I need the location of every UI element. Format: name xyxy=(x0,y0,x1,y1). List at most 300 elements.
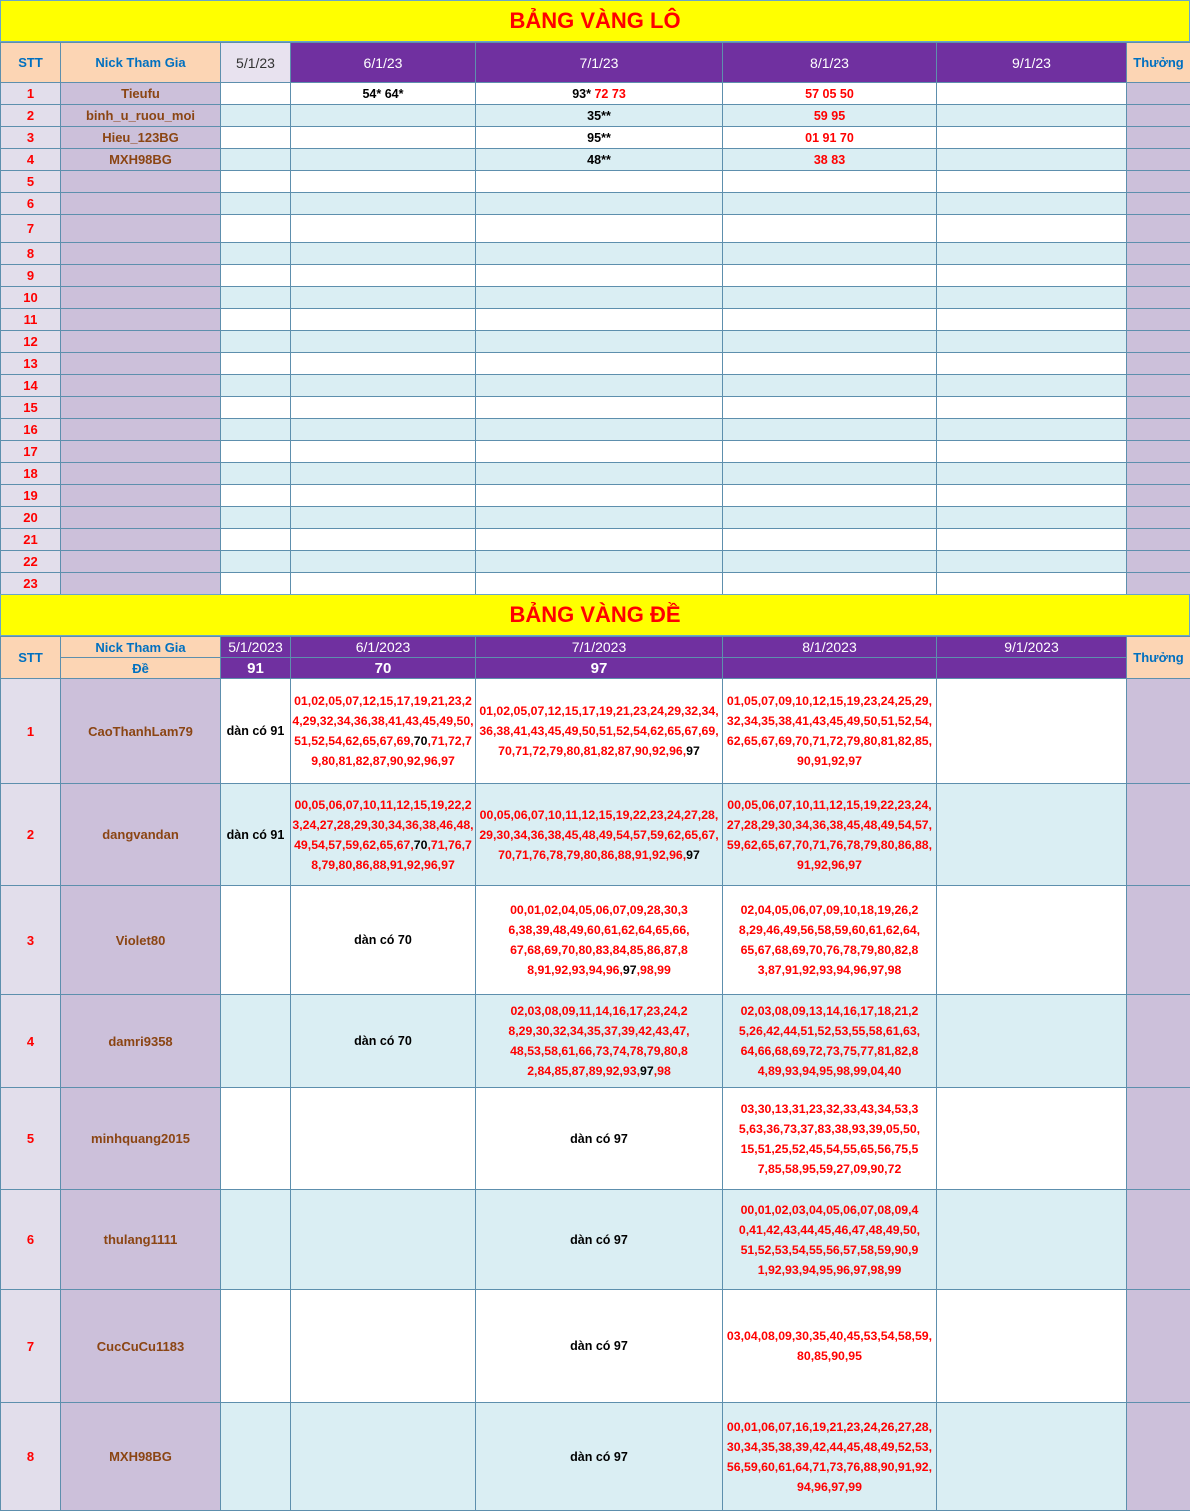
de-header-stt: STT xyxy=(1,637,61,679)
de-cell-6-1 xyxy=(291,1190,476,1290)
lo-cell-7-1 xyxy=(476,127,723,149)
row-number: 16 xyxy=(1,419,61,441)
lo-cell-5-1 xyxy=(221,309,291,331)
lo-cell-5-1 xyxy=(221,551,291,573)
de-cell-8-1: 02,03,08,09,13,14,16,17,18,21,25,26,42,44,51,52,53,55,58,61,63,64,66,68,69,72,73,75,77,81,82,84,89,93,94,95,98,99,04,40 xyxy=(723,995,937,1088)
lo-cell-5-1 xyxy=(221,419,291,441)
row-number: 18 xyxy=(1,463,61,485)
participant-nick: minhquang2015 xyxy=(61,1088,221,1190)
lo-pick-hit: 72 73 xyxy=(594,86,626,101)
row-number: 12 xyxy=(1,331,61,353)
de-table xyxy=(0,636,1190,1511)
lo-cell-6-1 xyxy=(291,441,476,463)
lo-cell-5-1 xyxy=(221,287,291,309)
de-cell-8-1: 00,01,02,03,04,05,06,07,08,09,40,41,42,43,44,45,46,47,48,49,50,51,52,53,54,55,56,57,58,59,90,91,92,93,94,95,96,97,98,99 xyxy=(723,1190,937,1290)
lo-cell-6-1 xyxy=(291,397,476,419)
row-number: 17 xyxy=(1,441,61,463)
de-cell-9-1 xyxy=(937,784,1127,886)
lo-cell-8-1 xyxy=(723,353,937,375)
lo-cell-9-1 xyxy=(937,149,1127,171)
lo-cell-6-1 xyxy=(291,309,476,331)
participant-nick xyxy=(61,171,221,193)
lo-table-row xyxy=(1,441,1190,463)
de-numbers: 00,01,02,04,05,06,07,09,28,30,36,38,39,48,49,60,61,62,64,65,66,67,68,69,70,80,83,84,85,86,87,88,91,92,93,94,96, xyxy=(508,903,690,977)
de-numbers: ,98 xyxy=(653,1064,671,1078)
row-number: 3 xyxy=(1,127,61,149)
lo-cell-5-1 xyxy=(221,215,291,243)
participant-nick: CucCuCu1183 xyxy=(61,1290,221,1403)
lo-table-row xyxy=(1,171,1190,193)
de-table-row xyxy=(1,1190,1190,1290)
reward-cell xyxy=(1127,287,1190,309)
lo-cell-7-1 xyxy=(476,375,723,397)
lo-cell-8-1 xyxy=(723,485,937,507)
participant-nick xyxy=(61,309,221,331)
lo-cell-5-1 xyxy=(221,265,291,287)
de-cell-6-1: dàn có 70 xyxy=(291,995,476,1088)
de-result: 91 xyxy=(221,658,291,679)
lo-table-row xyxy=(1,551,1190,573)
de-result xyxy=(937,658,1127,679)
lo-cell-9-1 xyxy=(937,419,1127,441)
participant-nick xyxy=(61,353,221,375)
row-number: 5 xyxy=(1,171,61,193)
reward-cell xyxy=(1127,265,1190,287)
lo-cell-9-1 xyxy=(937,441,1127,463)
lo-cell-9-1 xyxy=(937,463,1127,485)
lo-cell-6-1 xyxy=(291,551,476,573)
lo-cell-6-1 xyxy=(291,507,476,529)
lo-cell-7-1 xyxy=(476,485,723,507)
de-cell-7-1: dàn có 97 xyxy=(476,1403,723,1511)
de-cell-8-1: 01,05,07,09,10,12,15,19,23,24,25,29,32,34,35,38,41,43,45,49,50,51,52,54,62,65,67,69,70,71,72,79,80,81,82,85,90,91,92,97 xyxy=(723,679,937,784)
lo-header-date: 5/1/23 xyxy=(221,43,291,83)
participant-nick: MXH98BG xyxy=(61,1403,221,1511)
participant-nick: binh_u_ruou_moi xyxy=(61,105,221,127)
de-cell-9-1 xyxy=(937,1403,1127,1511)
lo-cell-8-1 xyxy=(723,287,937,309)
de-table-row xyxy=(1,784,1190,886)
lo-cell-5-1 xyxy=(221,193,291,215)
lo-cell-9-1 xyxy=(937,331,1127,353)
lo-pick-miss: 93* xyxy=(572,86,591,101)
de-cell-8-1: 00,01,06,07,16,19,21,23,24,26,27,28,30,34,35,38,39,42,44,45,48,49,52,53,56,59,60,61,64,71,73,76,88,90,91,92,94,96,97,99 xyxy=(723,1403,937,1511)
row-number: 13 xyxy=(1,353,61,375)
lo-cell-5-1 xyxy=(221,485,291,507)
lo-cell-5-1 xyxy=(221,127,291,149)
reward-cell xyxy=(1127,1088,1190,1190)
de-cell-8-1: 03,04,08,09,30,35,40,45,53,54,58,59,80,85,90,95 xyxy=(723,1290,937,1403)
lo-cell-7-1 xyxy=(476,529,723,551)
lo-pick-miss: 35** xyxy=(587,108,611,123)
lo-cell-9-1 xyxy=(937,193,1127,215)
lo-cell-8-1 xyxy=(723,243,937,265)
participant-nick: Hieu_123BG xyxy=(61,127,221,149)
de-cell-6-1 xyxy=(291,1290,476,1403)
lo-cell-8-1 xyxy=(723,215,937,243)
de-header-date: 5/1/2023 xyxy=(221,637,291,658)
lo-table-row xyxy=(1,573,1190,595)
de-cell-8-1: 02,04,05,06,07,09,10,18,19,26,28,29,46,49,56,58,59,60,61,62,64,65,67,68,69,70,76,78,79,80,82,83,87,91,92,93,94,96,97,98 xyxy=(723,886,937,995)
de-numbers: 02,03,08,09,11,14,16,17,23,24,28,29,30,32,34,35,37,39,42,43,47,48,53,58,61,66,73,74,78,79,80,82,84,85,87,89,92,93, xyxy=(508,1004,690,1078)
de-table-row xyxy=(1,886,1190,995)
participant-nick xyxy=(61,287,221,309)
lo-cell-6-1: 54* 64* xyxy=(291,83,476,105)
lo-table-row xyxy=(1,215,1190,243)
lo-table-row xyxy=(1,287,1190,309)
lo-cell-9-1 xyxy=(937,529,1127,551)
lo-cell-8-1 xyxy=(723,331,937,353)
de-cell-9-1 xyxy=(937,886,1127,995)
de-cell-5-1: dàn có 91 xyxy=(221,784,291,886)
lo-cell-9-1 xyxy=(937,265,1127,287)
lo-cell-7-1 xyxy=(476,463,723,485)
de-cell-7-1 xyxy=(476,886,723,995)
de-numbers: ,98,99 xyxy=(636,963,671,977)
lo-cell-5-1 xyxy=(221,331,291,353)
lo-cell-9-1 xyxy=(937,507,1127,529)
lo-cell-5-1 xyxy=(221,243,291,265)
row-number: 3 xyxy=(1,886,61,995)
de-hit-number: 97 xyxy=(622,963,637,977)
lo-header-date: 7/1/23 xyxy=(476,43,723,83)
de-cell-6-1 xyxy=(291,679,476,784)
reward-cell xyxy=(1127,1190,1190,1290)
participant-nick: CaoThanhLam79 xyxy=(61,679,221,784)
de-cell-7-1: dàn có 97 xyxy=(476,1290,723,1403)
de-header-date: 9/1/2023 xyxy=(937,637,1127,658)
lo-cell-7-1 xyxy=(476,171,723,193)
de-cell-6-1 xyxy=(291,1403,476,1511)
reward-cell xyxy=(1127,529,1190,551)
row-number: 2 xyxy=(1,105,61,127)
row-number: 8 xyxy=(1,243,61,265)
lo-cell-9-1 xyxy=(937,215,1127,243)
lo-cell-8-1 xyxy=(723,193,937,215)
lo-cell-6-1 xyxy=(291,353,476,375)
row-number: 22 xyxy=(1,551,61,573)
lo-cell-5-1 xyxy=(221,441,291,463)
row-number: 7 xyxy=(1,215,61,243)
de-numbers: ,71,72,79,80,81,82,87,90,92,96,97 xyxy=(311,734,472,768)
de-cell-6-1: dàn có 70 xyxy=(291,886,476,995)
lo-cell-6-1 xyxy=(291,287,476,309)
lo-cell-6-1 xyxy=(291,193,476,215)
de-cell-9-1 xyxy=(937,1088,1127,1190)
de-hit-number: 97 xyxy=(640,1064,654,1078)
lo-cell-8-1: 01 91 70 xyxy=(723,127,937,149)
de-cell-5-1 xyxy=(221,1190,291,1290)
reward-cell xyxy=(1127,419,1190,441)
lo-cell-7-1 xyxy=(476,149,723,171)
row-number: 20 xyxy=(1,507,61,529)
lo-cell-8-1 xyxy=(723,551,937,573)
lo-cell-6-1 xyxy=(291,105,476,127)
de-table-row xyxy=(1,679,1190,784)
lo-cell-7-1 xyxy=(476,309,723,331)
participant-nick: thulang1111 xyxy=(61,1190,221,1290)
lo-cell-9-1 xyxy=(937,353,1127,375)
row-number: 8 xyxy=(1,1403,61,1511)
de-table-row xyxy=(1,1403,1190,1511)
reward-cell xyxy=(1127,573,1190,595)
lo-title-banner: BẢNG VÀNG LÔ xyxy=(0,0,1190,42)
participant-nick xyxy=(61,215,221,243)
reward-cell xyxy=(1127,309,1190,331)
row-number: 1 xyxy=(1,83,61,105)
de-table-row xyxy=(1,995,1190,1088)
reward-cell xyxy=(1127,127,1190,149)
lo-cell-6-1 xyxy=(291,573,476,595)
reward-cell xyxy=(1127,1290,1190,1403)
row-number: 14 xyxy=(1,375,61,397)
lo-cell-5-1 xyxy=(221,83,291,105)
lo-table-row xyxy=(1,105,1190,127)
lo-cell-7-1 xyxy=(476,193,723,215)
participant-nick: MXH98BG xyxy=(61,149,221,171)
reward-cell xyxy=(1127,995,1190,1088)
participant-nick xyxy=(61,193,221,215)
reward-cell xyxy=(1127,886,1190,995)
de-cell-6-1 xyxy=(291,1088,476,1190)
row-number: 6 xyxy=(1,193,61,215)
de-cell-7-1 xyxy=(476,995,723,1088)
lo-cell-9-1 xyxy=(937,127,1127,149)
lo-table-row xyxy=(1,353,1190,375)
participant-nick xyxy=(61,397,221,419)
lo-cell-8-1 xyxy=(723,375,937,397)
participant-nick: dangvandan xyxy=(61,784,221,886)
lo-cell-6-1 xyxy=(291,375,476,397)
lo-cell-6-1 xyxy=(291,265,476,287)
lo-cell-8-1 xyxy=(723,573,937,595)
de-cell-7-1: dàn có 97 xyxy=(476,1190,723,1290)
lo-table-row xyxy=(1,529,1190,551)
row-number: 10 xyxy=(1,287,61,309)
lo-cell-8-1 xyxy=(723,441,937,463)
lo-cell-5-1 xyxy=(221,463,291,485)
de-cell-9-1 xyxy=(937,679,1127,784)
lo-table-row xyxy=(1,193,1190,215)
participant-nick xyxy=(61,573,221,595)
lo-cell-8-1 xyxy=(723,529,937,551)
reward-cell xyxy=(1127,679,1190,784)
row-number: 4 xyxy=(1,149,61,171)
lo-pick-miss: 48** xyxy=(587,152,611,167)
lo-cell-5-1 xyxy=(221,149,291,171)
lo-table-row xyxy=(1,265,1190,287)
lo-cell-8-1 xyxy=(723,171,937,193)
reward-cell xyxy=(1127,397,1190,419)
participant-nick xyxy=(61,419,221,441)
de-hit-number: 70 xyxy=(413,734,428,748)
lo-cell-8-1 xyxy=(723,419,937,441)
de-header-date: 7/1/2023 xyxy=(476,637,723,658)
row-number: 23 xyxy=(1,573,61,595)
participant-nick xyxy=(61,507,221,529)
lo-table-row xyxy=(1,331,1190,353)
lo-cell-7-1 xyxy=(476,265,723,287)
reward-cell xyxy=(1127,331,1190,353)
participant-nick: Violet80 xyxy=(61,886,221,995)
lo-cell-6-1 xyxy=(291,485,476,507)
lo-cell-9-1 xyxy=(937,243,1127,265)
lo-cell-7-1 xyxy=(476,573,723,595)
lo-cell-7-1 xyxy=(476,551,723,573)
lo-cell-9-1 xyxy=(937,375,1127,397)
reward-cell xyxy=(1127,485,1190,507)
lo-header-date: 9/1/23 xyxy=(937,43,1127,83)
participant-nick xyxy=(61,441,221,463)
lo-cell-7-1 xyxy=(476,83,723,105)
lo-cell-7-1 xyxy=(476,419,723,441)
row-number: 2 xyxy=(1,784,61,886)
reward-cell xyxy=(1127,105,1190,127)
lo-cell-5-1 xyxy=(221,375,291,397)
lo-header-date: 6/1/23 xyxy=(291,43,476,83)
reward-cell xyxy=(1127,149,1190,171)
reward-cell xyxy=(1127,784,1190,886)
lo-cell-5-1 xyxy=(221,171,291,193)
lo-header-stt: STT xyxy=(1,43,61,83)
row-number: 6 xyxy=(1,1190,61,1290)
lo-cell-6-1 xyxy=(291,149,476,171)
lo-cell-7-1 xyxy=(476,507,723,529)
de-hit-number: 70 xyxy=(413,837,428,852)
lo-cell-8-1: 57 05 50 xyxy=(723,83,937,105)
participant-nick: damri9358 xyxy=(61,995,221,1088)
lo-cell-8-1 xyxy=(723,463,937,485)
lo-cell-7-1 xyxy=(476,397,723,419)
de-cell-9-1 xyxy=(937,1290,1127,1403)
lo-header-date: 8/1/23 xyxy=(723,43,937,83)
de-cell-5-1 xyxy=(221,1088,291,1190)
lo-cell-6-1 xyxy=(291,419,476,441)
de-table-row xyxy=(1,1290,1190,1403)
lo-pick-miss: 95** xyxy=(587,130,611,145)
lo-cell-5-1 xyxy=(221,353,291,375)
lo-table-row xyxy=(1,127,1190,149)
de-cell-9-1 xyxy=(937,1190,1127,1290)
lo-cell-8-1: 38 83 xyxy=(723,149,937,171)
lo-cell-9-1 xyxy=(937,485,1127,507)
row-number: 9 xyxy=(1,265,61,287)
lo-cell-6-1 xyxy=(291,463,476,485)
lo-cell-6-1 xyxy=(291,215,476,243)
reward-cell xyxy=(1127,463,1190,485)
de-numbers: 01,02,05,07,12,15,17,19,21,23,24,29,32,34,36,38,41,43,45,49,50,51,52,54,62,65,67,69, xyxy=(292,694,474,748)
lo-table-row xyxy=(1,419,1190,441)
lo-cell-6-1 xyxy=(291,243,476,265)
de-result: 70 xyxy=(291,658,476,679)
de-cell-8-1: 03,30,13,31,23,32,33,43,34,53,35,63,36,73,37,83,38,93,39,05,50,15,51,25,52,45,54,55,65,56,75,57,85,58,95,59,27,09,90,72 xyxy=(723,1088,937,1190)
lo-cell-9-1 xyxy=(937,105,1127,127)
lo-cell-5-1 xyxy=(221,105,291,127)
participant-nick: Tieufu xyxy=(61,83,221,105)
de-header-reward: Thưởng xyxy=(1127,637,1190,679)
lo-table-row xyxy=(1,507,1190,529)
de-cell-5-1 xyxy=(221,1290,291,1403)
de-hit-number: 97 xyxy=(686,744,700,758)
reward-cell xyxy=(1127,551,1190,573)
lo-cell-9-1 xyxy=(937,551,1127,573)
participant-nick xyxy=(61,331,221,353)
row-number: 15 xyxy=(1,397,61,419)
participant-nick xyxy=(61,485,221,507)
de-cell-5-1: dàn có 91 xyxy=(221,679,291,784)
reward-cell xyxy=(1127,243,1190,265)
de-cell-6-1 xyxy=(291,784,476,886)
lo-cell-9-1 xyxy=(937,287,1127,309)
row-number: 5 xyxy=(1,1088,61,1190)
lo-cell-7-1 xyxy=(476,105,723,127)
lo-header-nick: Nick Tham Gia xyxy=(61,43,221,83)
lo-cell-6-1 xyxy=(291,171,476,193)
lo-cell-6-1 xyxy=(291,529,476,551)
lo-cell-5-1 xyxy=(221,397,291,419)
reward-cell xyxy=(1127,375,1190,397)
lo-table-row xyxy=(1,397,1190,419)
row-number: 21 xyxy=(1,529,61,551)
de-header-de-label: Đề xyxy=(61,658,221,679)
de-cell-7-1: dàn có 97 xyxy=(476,1088,723,1190)
lo-table-row xyxy=(1,243,1190,265)
lo-table-row xyxy=(1,149,1190,171)
de-cell-9-1 xyxy=(937,995,1127,1088)
lo-table-row xyxy=(1,463,1190,485)
de-cell-5-1 xyxy=(221,1403,291,1511)
de-cell-5-1 xyxy=(221,995,291,1088)
lo-cell-7-1 xyxy=(476,353,723,375)
de-cell-7-1 xyxy=(476,784,723,886)
de-header-nick: Nick Tham Gia xyxy=(61,637,221,658)
lo-cell-6-1 xyxy=(291,127,476,149)
lo-cell-8-1 xyxy=(723,507,937,529)
reward-cell xyxy=(1127,1403,1190,1511)
reward-cell xyxy=(1127,215,1190,243)
lo-cell-6-1 xyxy=(291,331,476,353)
participant-nick xyxy=(61,529,221,551)
de-cell-5-1 xyxy=(221,886,291,995)
de-title-banner: BẢNG VÀNG ĐỀ xyxy=(0,594,1190,636)
de-header-date: 8/1/2023 xyxy=(723,637,937,658)
de-result xyxy=(723,658,937,679)
lo-cell-7-1 xyxy=(476,243,723,265)
participant-nick xyxy=(61,243,221,265)
lo-cell-9-1 xyxy=(937,171,1127,193)
lo-cell-8-1 xyxy=(723,397,937,419)
de-numbers: ,71,76,78,79,80,86,88,91,92,96,97 xyxy=(311,837,472,872)
reward-cell xyxy=(1127,353,1190,375)
row-number: 11 xyxy=(1,309,61,331)
lo-cell-7-1 xyxy=(476,331,723,353)
de-hit-number: 97 xyxy=(686,847,700,862)
reward-cell xyxy=(1127,193,1190,215)
de-header-date: 6/1/2023 xyxy=(291,637,476,658)
row-number: 4 xyxy=(1,995,61,1088)
de-numbers: 01,02,05,07,12,15,17,19,21,23,24,29,32,34,36,38,41,43,45,49,50,51,52,54,62,65,67,69,70,71,72,79,80,81,82,87,90,92,96, xyxy=(479,704,719,758)
lo-cell-8-1: 59 95 xyxy=(723,105,937,127)
reward-cell xyxy=(1127,83,1190,105)
lo-cell-8-1 xyxy=(723,265,937,287)
participant-nick xyxy=(61,375,221,397)
lo-cell-9-1 xyxy=(937,573,1127,595)
lo-cell-5-1 xyxy=(221,573,291,595)
lo-cell-5-1 xyxy=(221,529,291,551)
lo-header-reward: Thưởng xyxy=(1127,43,1190,83)
participant-nick xyxy=(61,551,221,573)
row-number: 1 xyxy=(1,679,61,784)
